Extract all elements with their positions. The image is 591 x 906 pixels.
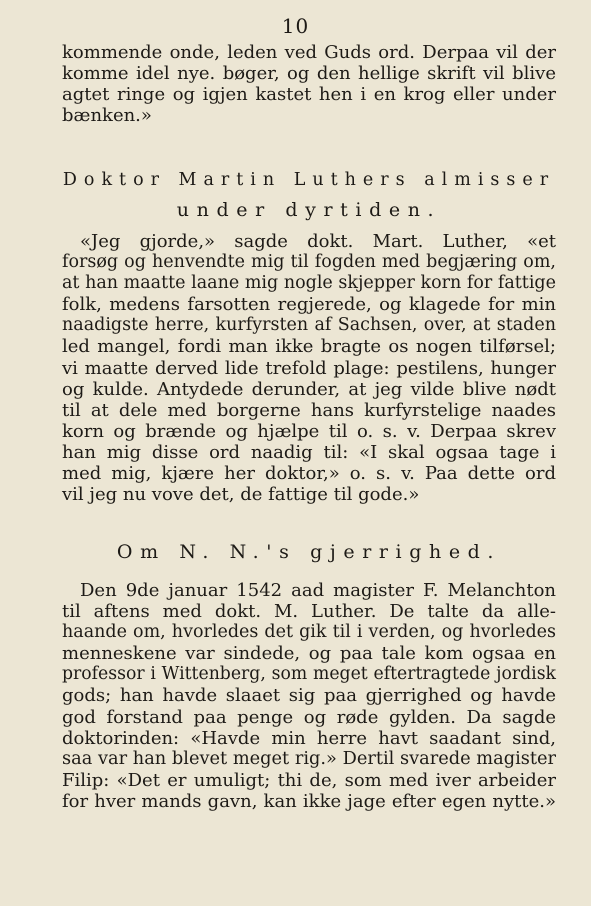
paragraph-almisser — [62, 231, 556, 505]
text-line: menneskene var sindede, og paa tale kom ogsaa en — [62, 643, 556, 665]
text-line: led mangel, fordi man ikke bragte os nogen tilførsel; — [62, 336, 556, 358]
heading-line: under dyrtiden. — [176, 199, 442, 221]
text-line: Filip: «Det er umuligt; thi de, som med iver arbeider — [62, 769, 556, 791]
paragraph-continuation — [62, 42, 556, 126]
text-line: til at dele med borgerne hans kurfyrstelige naades — [62, 399, 556, 421]
text-line: han mig disse ord naadig til: «I skal ogsaa tage i — [62, 441, 556, 463]
text-line: Den 9de januar 1542 aad magister F. Melanchton — [80, 580, 556, 601]
text-line: saa var han blevet meget rig.» Dertil svarede magister — [62, 748, 556, 769]
text-line: doktorinden: «Havde min herre havt saadant sind, — [62, 727, 556, 749]
text-line: folk, medens farsotten regjerede, og klagede for min — [62, 294, 556, 316]
text-line: professor i Wittenberg, som meget eftertragtede jordisk — [62, 664, 556, 685]
section-heading-almisser — [62, 165, 556, 225]
text-line: vi maatte derved lide trefold plage: pestilens, hunger — [62, 357, 556, 379]
text-line: vil jeg nu vove det, de fattige til gode.» — [62, 484, 420, 506]
text-line: god forstand paa penge og røde gylden. Da sagde — [62, 706, 556, 728]
paragraph-gjerrighed — [62, 580, 556, 812]
text-line: naadigste herre, kurfyrsten af Sachsen, over, at staden — [62, 315, 556, 336]
text-line: «Jeg gjorde,» sagde dokt. Mart. Luther, «et — [80, 231, 556, 252]
text-line: at han maatte laane mig nogle skjepper korn for fattige — [62, 273, 556, 294]
text-line: bænken.» — [62, 105, 152, 127]
text-line: haande om, hvorledes det gik til i verden, og hvorledes — [62, 622, 556, 643]
heading-line: Doktor Martin Luthers almisser — [62, 170, 556, 190]
text-line: gods; han havde slaaet sig paa gjerrighed og havde — [62, 685, 556, 707]
text-line: agtet ringe og igjen kastet hen i en krog eller under — [62, 84, 556, 106]
heading-line: Om N. N.'s gjerrighed. — [116, 541, 502, 563]
text-line: kommende onde, leden ved Guds ord. Derpaa vil der — [62, 42, 556, 63]
text-line: forsøg og henvendte mig til fogden med begjæring om, — [62, 252, 556, 273]
text-line: korn og brænde og hjælpe til o. s. v. Derpaa skrev — [62, 420, 556, 442]
text-line: og kulde. Antydede derunder, at jeg vilde blive nødt — [62, 378, 556, 400]
section-heading-gjerrighed — [62, 539, 556, 565]
page-number: 10 — [281, 14, 310, 38]
text-line: til aftens med dokt. M. Luther. De talte da alle- — [62, 601, 556, 623]
text-line: for hver mands gavn, kan ikke jage efter egen nytte.» — [62, 790, 556, 812]
text-line: med mig, kjære her doktor,» o. s. v. Paa dette ord — [62, 463, 556, 485]
text-line: komme idel nye. bøger, og den hellige skrift vil blive — [62, 63, 556, 85]
